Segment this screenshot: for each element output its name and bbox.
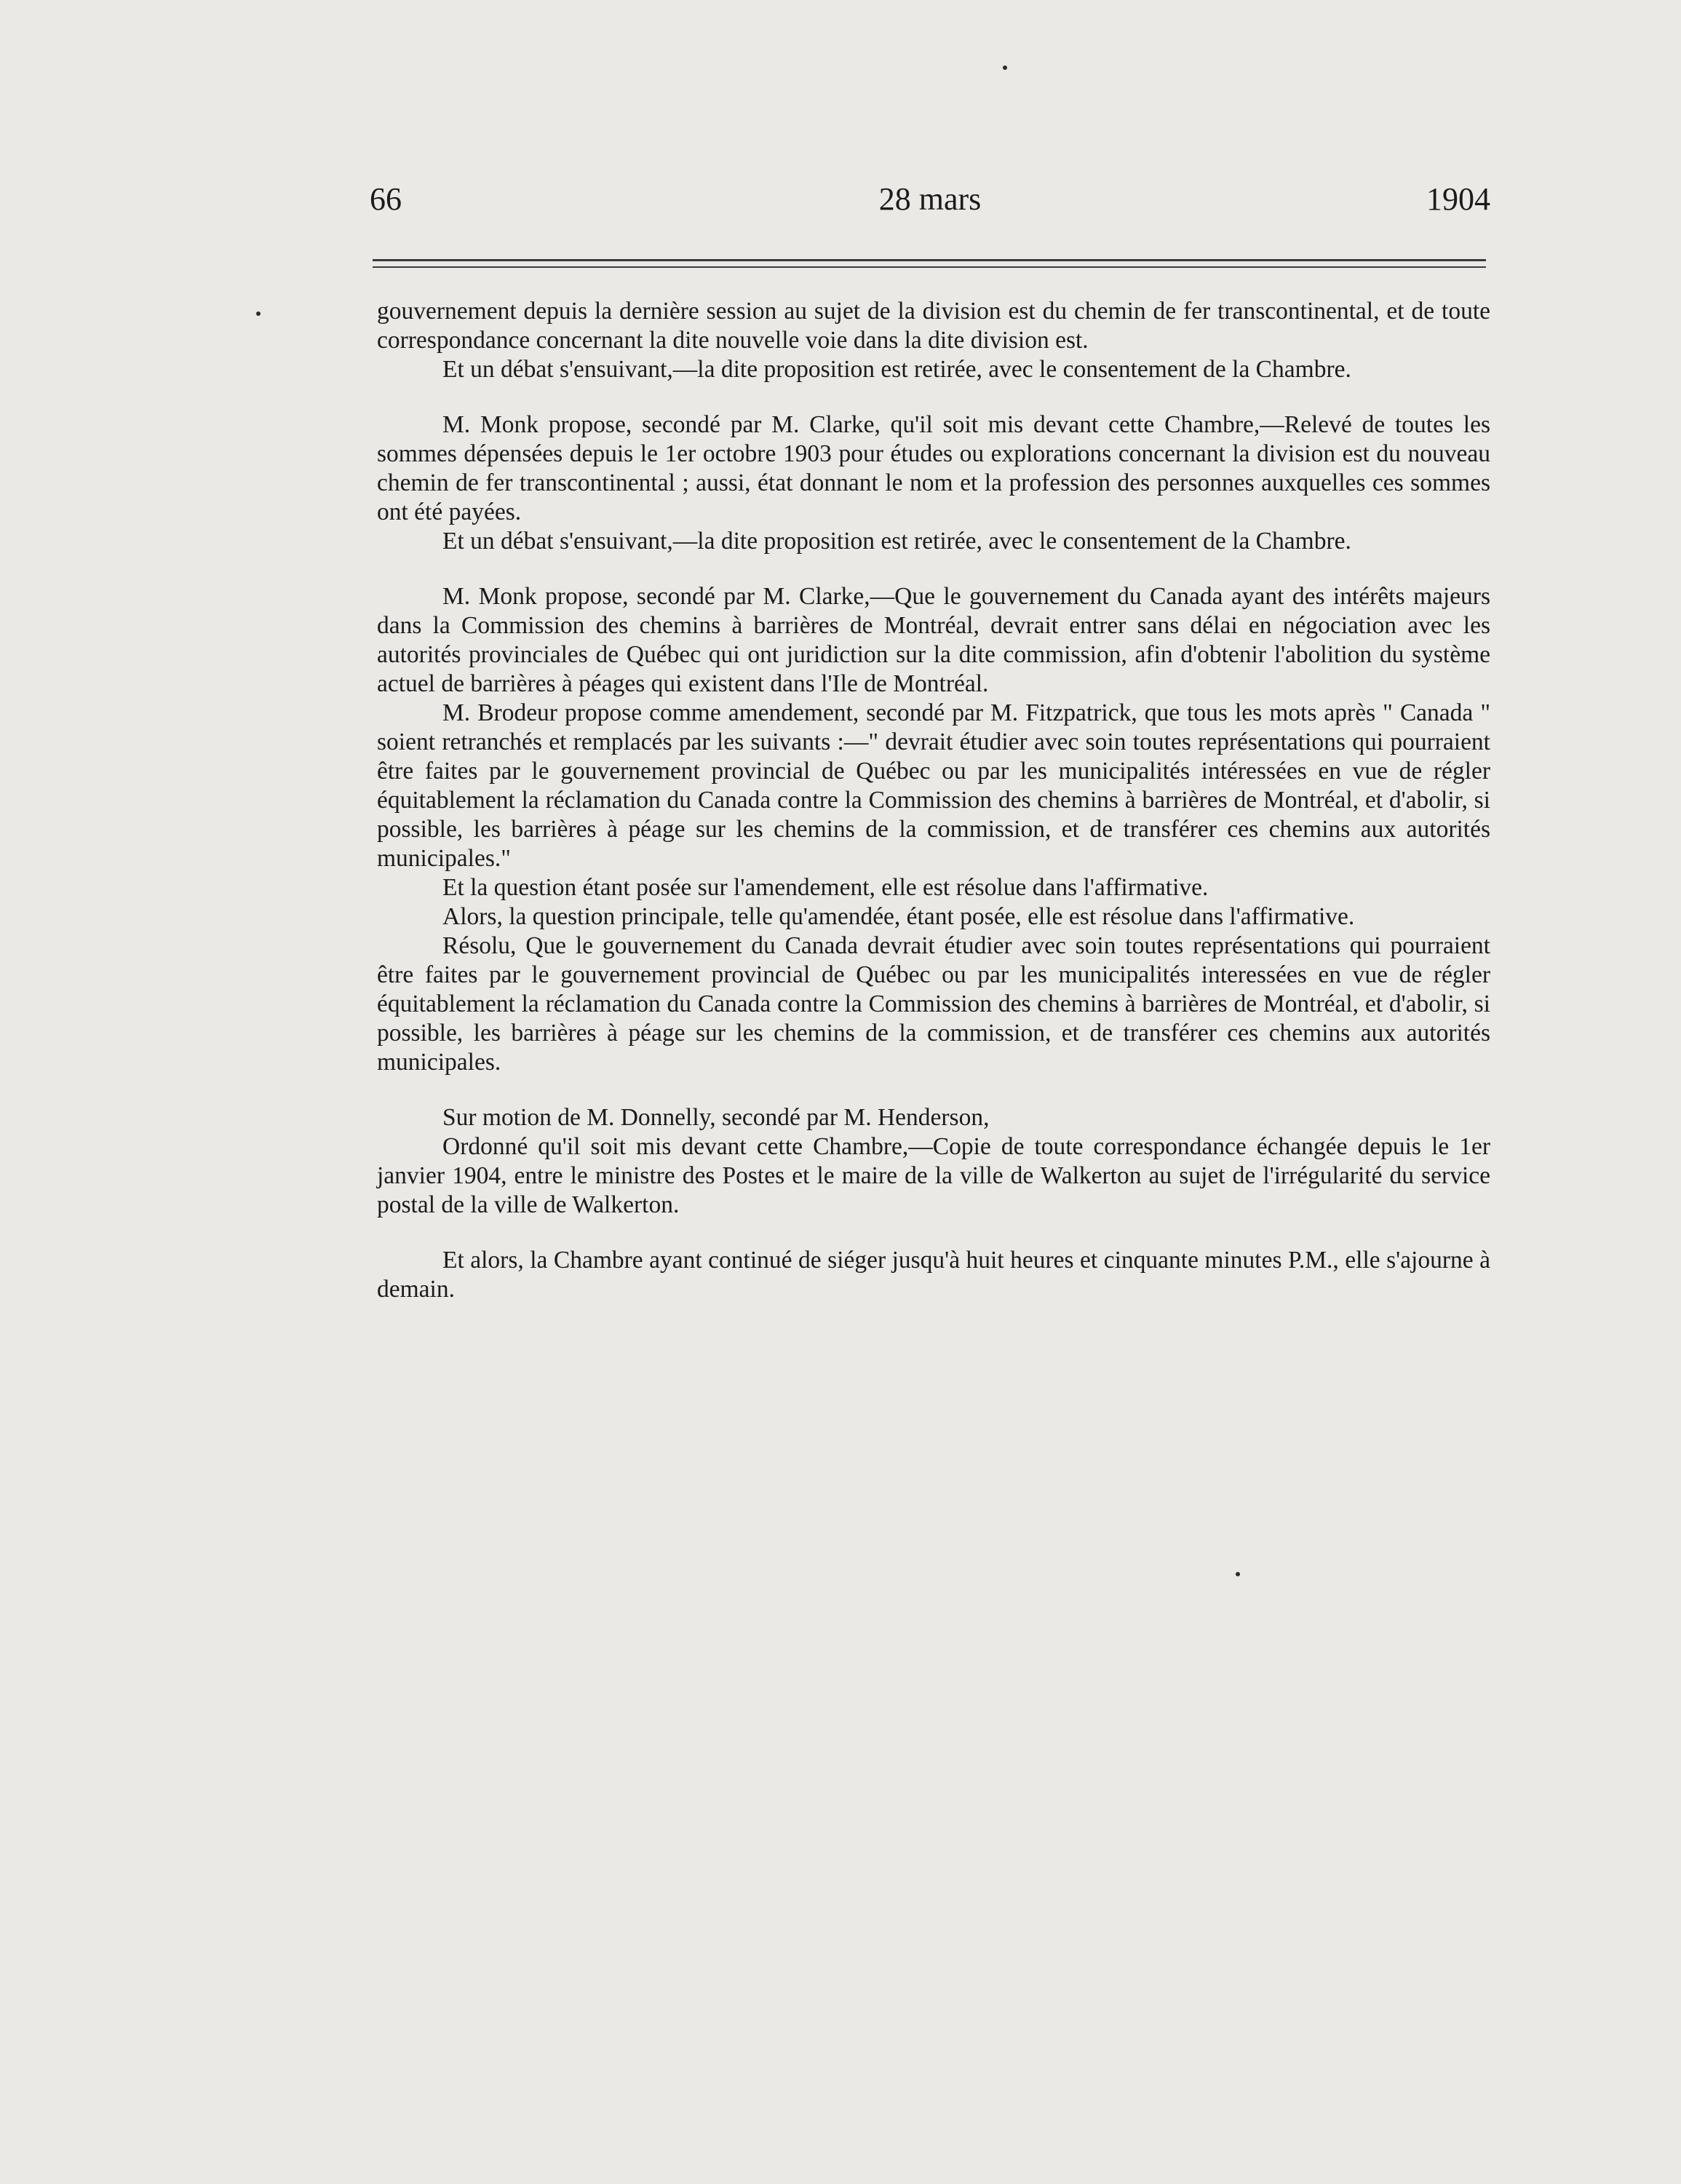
paragraph: Résolu, Que le gouvernement du Canada devrait étudier avec soin toutes représentations qui pourraient être faites par le gouvernement provincial de Québec ou par les municipalités interessées en vue de régler équitablement la réclamation du Canada contre la Commission des chemins à barrières de Montréal, et d'abolir, si possible, les barrières à péage sur les chemins de la commission, et de transférer ces chemins aux autorités municipales. [377,932,1490,1076]
paragraph: Sur motion de M. Donnelly, secondé par M. Henderson, [442,1104,990,1131]
page-year: 1904 [1426,181,1490,217]
paragraph: Et un débat s'ensuivant,—la dite proposition est retirée, avec le consentement de la Chambre. [442,528,1351,555]
paragraph: Et la question étant posée sur l'amendement, elle est résolue dans l'affirmative. [442,874,1209,901]
ink-speck [1003,65,1007,70]
paragraph: Ordonné qu'il soit mis devant cette Chambre,—Copie de toute correspondance échangée depuis le 1er janvier 1904, entre le ministre des Postes et le maire de la ville de Walkerton au sujet de l'irrégularité du service postal de la ville de Walkerton. [377,1133,1490,1218]
page-header [370,173,1490,224]
paragraph: Alors, la question principale, telle qu'amendée, étant posée, elle est résolue dans l'affirmative. [442,903,1355,930]
paragraph-continuation: gouvernement depuis la dernière session au sujet de la division est du chemin de fer transcontinental, et de toute correspondance concernant la dite nouvelle voie dans la dite division est. [377,298,1490,354]
paragraph: M. Monk propose, secondé par M. Clarke, qu'il soit mis devant cette Chambre,—Relevé de toutes les sommes dépensées depuis le 1er octobre 1903 pour études ou explorations concernant la division est du nouveau chemin de fer transcontinental ; aussi, état donnant le nom et la profession des personnes auxquelles ces sommes ont été payées. [377,411,1490,525]
paragraph: M. Brodeur propose comme amendement, secondé par M. Fitzpatrick, que tous les mots après " Canada " soient retranchés et remplacés par les suivants :—" devrait étudier avec soin toutes représentations qui pourraient être faites par le gouvernement provincial de Québec ou par les municipalités intéressées en vue de régler équitablement la réclamation du Canada contre la Commission des chemins à barrières de Montréal, et d'abolir, si possible, les barrières à péage sur les chemins de la commission, et de transférer ces chemins aux autorités municipales." [377,699,1490,872]
ink-speck [1236,1572,1240,1576]
header-rule-bottom [373,266,1486,268]
paragraph: Et alors, la Chambre ayant continué de siéger jusqu'à huit heures et cinquante minutes P.M., elle s'ajourne à demain. [377,1247,1490,1303]
ink-speck [256,311,261,316]
paragraph: Et un débat s'ensuivant,—la dite proposition est retirée, avec le consentement de la Chambre. [442,356,1351,383]
page-number: 66 [370,181,402,217]
header-rule-top [373,259,1486,261]
page-date: 28 mars [878,181,982,217]
paragraph: M. Monk propose, secondé par M. Clarke,—Que le gouvernement du Canada ayant des intérêts majeurs dans la Commission des chemins à barrières de Montréal, devrait entrer sans délai en négociation avec les autorités provinciales de Québec qui ont juridiction sur la dite commission, afin d'obtenir l'abolition du système actuel de barrières à péages qui existent dans l'Ile de Montréal. [377,583,1490,697]
document-body [377,297,1490,1304]
